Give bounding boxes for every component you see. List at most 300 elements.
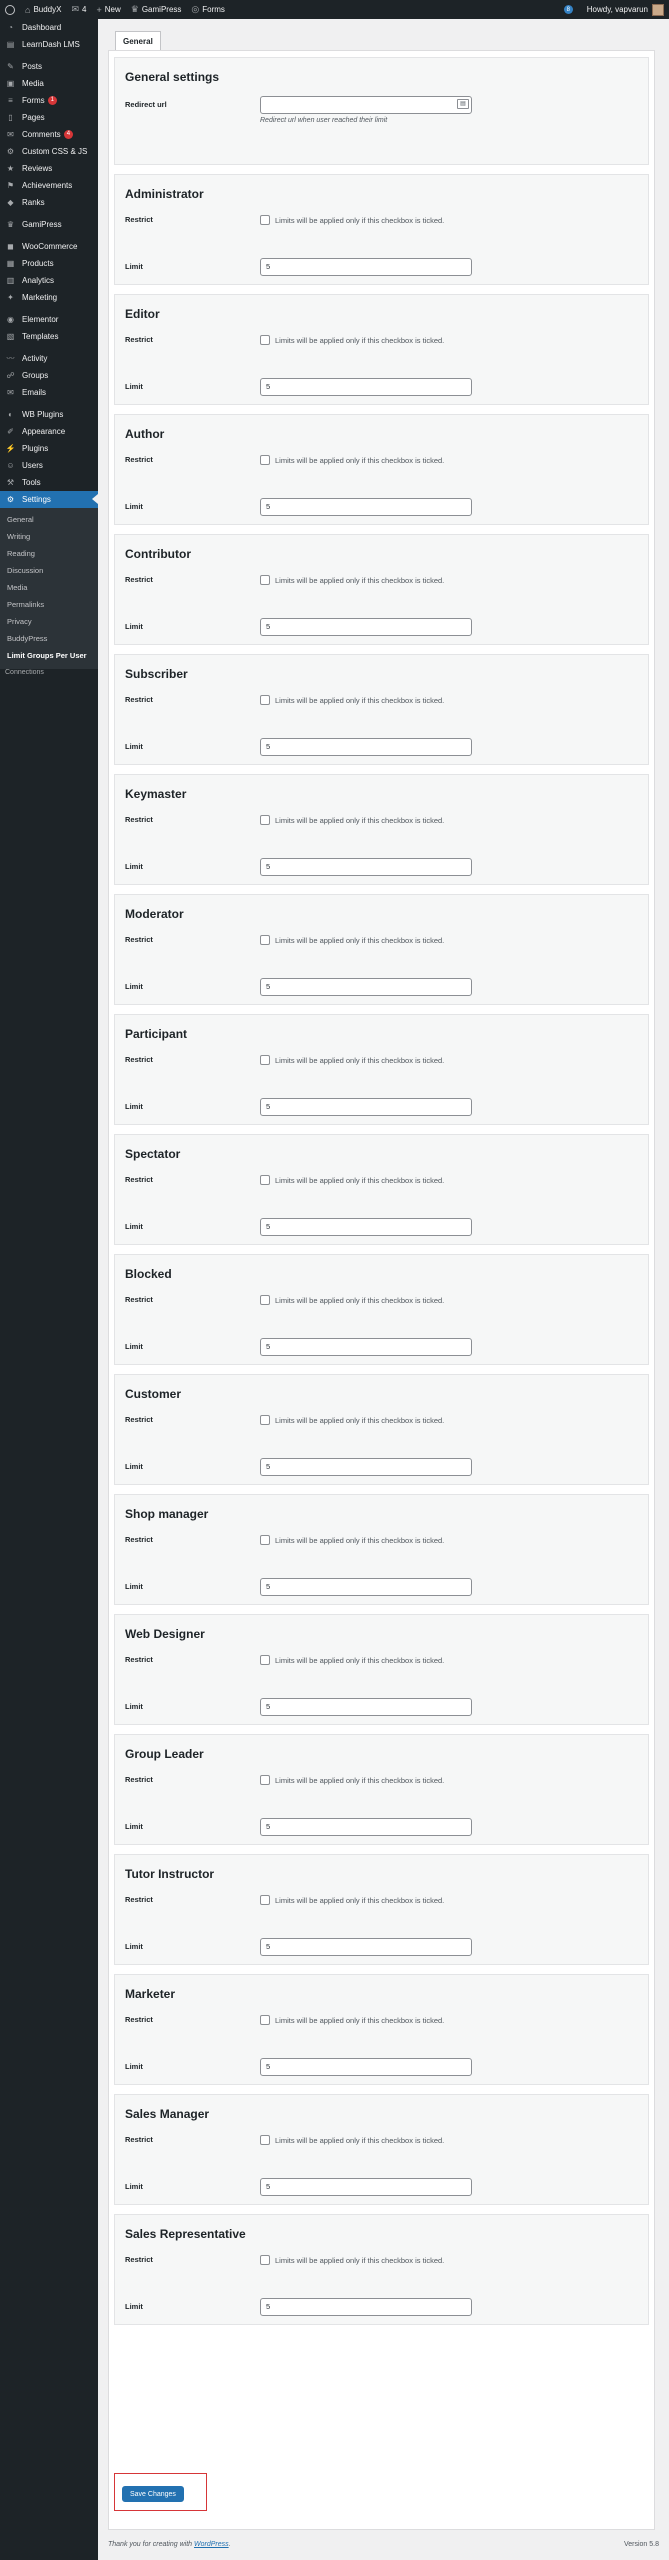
limit-row <box>125 249 638 284</box>
analytics-icon: ▥ <box>6 276 15 285</box>
role-title: Sales Representative <box>125 2227 246 2241</box>
pages-icon: ▯ <box>8 113 13 122</box>
role-title: Keymaster <box>125 787 187 801</box>
role-title: Group Leader <box>125 1747 204 1761</box>
restrict-checkbox-label: Limits will be applied only if this checkbox is ticked. <box>275 2015 445 2025</box>
restrict-label: Restrict <box>125 215 153 224</box>
my-account-link[interactable]: Howdy, vapvarun <box>582 0 669 19</box>
restrict-label: Restrict <box>125 1175 153 1184</box>
restrict-field <box>260 1295 638 1305</box>
role-title: Sales Manager <box>125 2107 210 2121</box>
comment-icon: ✉ <box>71 4 80 14</box>
sidebar-item-label: WooCommerce <box>22 242 78 251</box>
restrict-field <box>260 815 638 825</box>
restrict-label: Restrict <box>125 575 153 584</box>
users-icon: ☺ <box>6 461 15 470</box>
limit-field <box>260 1458 638 1476</box>
restrict-checkbox[interactable] <box>260 1895 270 1905</box>
limit-label: Limit <box>125 262 143 271</box>
role-section-participant <box>114 1014 649 1125</box>
limit-field <box>260 2058 638 2076</box>
limit-row <box>125 1809 638 1844</box>
limit-field <box>260 1938 638 1956</box>
emails-icon: ✉ <box>7 388 14 397</box>
submenu-item-discussion[interactable]: Discussion <box>7 566 44 575</box>
sidebar-item-custom-css-js[interactable] <box>0 143 98 160</box>
restrict-checkbox[interactable] <box>260 1175 270 1185</box>
role-section-marketer <box>114 1974 649 2085</box>
dashboard-icon: ◔ <box>8 23 13 32</box>
restrict-label: Restrict <box>125 335 153 344</box>
role-title: Subscriber <box>125 667 188 681</box>
templates-icon: ▧ <box>6 332 15 341</box>
restrict-label: Restrict <box>125 1415 153 1424</box>
code-icon: ⚙ <box>6 147 15 156</box>
restrict-row <box>125 333 638 369</box>
marketing-icon: ✦ <box>7 293 14 302</box>
groups-icon: ☍ <box>6 371 15 380</box>
sidebar-item-label: GamiPress <box>22 220 62 229</box>
redirect-url-description: Redirect url when user reached their limit <box>260 117 388 124</box>
limit-label: Limit <box>125 1942 143 1951</box>
restrict-checkbox[interactable] <box>260 2015 270 2025</box>
restrict-row <box>125 1893 638 1929</box>
role-title: Editor <box>125 307 160 321</box>
submenu-item-privacy[interactable]: Privacy <box>7 617 32 626</box>
tab-general[interactable]: General <box>115 31 161 51</box>
ranks-icon: ◆ <box>7 198 14 207</box>
woocommerce-icon: ◼ <box>7 242 14 251</box>
sidebar-item-marketing[interactable] <box>0 289 98 306</box>
sidebar-item-reviews[interactable] <box>0 160 98 177</box>
sidebar-item-label: Products <box>22 259 54 268</box>
restrict-field <box>260 215 638 225</box>
restrict-checkbox[interactable] <box>260 935 270 945</box>
restrict-row <box>125 1653 638 1689</box>
limit-row <box>125 1209 638 1244</box>
sidebar-item-woocommerce[interactable] <box>0 238 98 255</box>
sidebar-item-gamipress[interactable] <box>0 216 98 233</box>
tools-icon: ⚒ <box>6 478 15 487</box>
restrict-checkbox-label: Limits will be applied only if this checkbox is ticked. <box>275 215 445 225</box>
sidebar-item-label: LearnDash LMS <box>22 40 80 49</box>
role-section-web-designer <box>114 1614 649 1725</box>
restrict-label: Restrict <box>125 935 153 944</box>
submenu-item-permalinks[interactable]: Permalinks <box>7 600 45 609</box>
limit-field <box>260 738 638 756</box>
settings-submenu <box>0 508 98 669</box>
role-section-tutor-instructor <box>114 1854 649 1965</box>
sidebar-item-forms[interactable] <box>0 92 98 109</box>
role-title: Participant <box>125 1027 188 1041</box>
restrict-field <box>260 1655 638 1665</box>
role-title: Moderator <box>125 907 184 921</box>
restrict-checkbox[interactable] <box>260 215 270 225</box>
restrict-checkbox[interactable] <box>260 1415 270 1425</box>
count-badge: 1 <box>48 96 57 105</box>
limit-input[interactable] <box>260 2298 472 2316</box>
restrict-checkbox-label: Limits will be applied only if this checkbox is ticked. <box>275 335 445 345</box>
restrict-checkbox-label: Limits will be applied only if this checkbox is ticked. <box>275 1535 445 1545</box>
elementor-icon: ◉ <box>7 315 14 324</box>
limit-input[interactable] <box>260 1458 472 1476</box>
wp-logo-menu[interactable] <box>0 0 20 19</box>
site-name-link[interactable]: ⌂ BuddyX <box>25 4 62 15</box>
restrict-checkbox-label: Limits will be applied only if this checkbox is ticked. <box>275 455 445 465</box>
limit-input[interactable] <box>260 978 472 996</box>
redirect-url-row <box>125 96 638 164</box>
wordpress-link[interactable]: WordPress <box>194 2541 229 2548</box>
limit-field <box>260 1218 638 1236</box>
restrict-checkbox[interactable] <box>260 335 270 345</box>
restrict-checkbox[interactable] <box>260 1055 270 1065</box>
limit-input[interactable] <box>260 1098 472 1116</box>
role-section-keymaster <box>114 774 649 885</box>
submenu-item-media[interactable]: Media <box>7 583 28 592</box>
restrict-label: Restrict <box>125 815 153 824</box>
sidebar-item-label: Achievements <box>22 181 73 190</box>
restrict-row <box>125 1053 638 1089</box>
restrict-checkbox-label: Limits will be applied only if this checkbox is ticked. <box>275 695 445 705</box>
limit-label: Limit <box>125 622 143 631</box>
role-section-editor <box>114 294 649 405</box>
restrict-checkbox[interactable] <box>260 1535 270 1545</box>
restrict-field <box>260 2135 638 2145</box>
sidebar-item-pages[interactable] <box>0 109 98 126</box>
limit-label: Limit <box>125 1222 143 1231</box>
sidebar-item-media[interactable] <box>0 75 98 92</box>
sidebar-item-appearance[interactable] <box>0 423 98 440</box>
achievements-icon: ⚑ <box>6 181 15 190</box>
sidebar-item-label: Ranks <box>22 198 45 207</box>
restrict-field <box>260 455 638 465</box>
restrict-row <box>125 573 638 609</box>
sidebar-item-users[interactable] <box>0 457 98 474</box>
restrict-row <box>125 213 638 249</box>
restrict-field <box>260 1895 638 1905</box>
restrict-checkbox[interactable] <box>260 1775 270 1785</box>
restrict-checkbox[interactable] <box>260 1655 270 1665</box>
restrict-checkbox[interactable] <box>260 575 270 585</box>
sidebar-item-settings[interactable] <box>0 491 98 508</box>
save-changes-button[interactable]: Save Changes <box>122 2486 184 2502</box>
notifications-link[interactable] <box>559 0 582 19</box>
limit-label: Limit <box>125 742 143 751</box>
sidebar-item-emails[interactable] <box>0 384 98 401</box>
sidebar-item-label: Reviews <box>22 164 53 173</box>
restrict-field <box>260 935 638 945</box>
limit-field <box>260 2298 638 2316</box>
limit-field <box>260 1818 638 1836</box>
sidebar-item-analytics[interactable] <box>0 272 98 289</box>
role-title: Marketer <box>125 1987 176 2001</box>
footer-thanks: Thank you for creating with WordPress. <box>108 2541 231 2548</box>
role-section-customer <box>114 1374 649 1485</box>
role-title: Administrator <box>125 187 204 201</box>
restrict-checkbox-label: Limits will be applied only if this checkbox is ticked. <box>275 1655 445 1665</box>
sidebar-item-templates[interactable] <box>0 328 98 345</box>
role-section-subscriber <box>114 654 649 765</box>
sidebar-item-label: Emails <box>22 388 47 397</box>
restrict-checkbox[interactable] <box>260 2135 270 2145</box>
home-icon: ⌂ <box>25 4 31 15</box>
limit-row <box>125 2049 638 2084</box>
restrict-label: Restrict <box>125 1055 153 1064</box>
limit-row <box>125 1929 638 1964</box>
role-section-author <box>114 414 649 525</box>
role-section-spectator <box>114 1134 649 1245</box>
restrict-label: Restrict <box>125 1655 153 1664</box>
restrict-label: Restrict <box>125 2015 153 2024</box>
wordpress-logo-icon <box>5 5 15 15</box>
limit-label: Limit <box>125 982 143 991</box>
limit-input[interactable] <box>260 1938 472 1956</box>
restrict-row <box>125 453 638 489</box>
sidebar-item-label: Dashboard <box>22 23 62 32</box>
reviews-icon: ★ <box>6 164 15 173</box>
save-area <box>114 2473 207 2511</box>
limit-input[interactable] <box>260 258 472 276</box>
limit-input[interactable] <box>260 738 472 756</box>
sidebar-item-ranks[interactable] <box>0 194 98 211</box>
submenu-item-general[interactable]: General <box>7 515 34 524</box>
plugins-icon: ⚡ <box>5 444 16 453</box>
submenu-item-reading[interactable]: Reading <box>7 549 35 558</box>
media-icon: ▣ <box>6 79 15 88</box>
role-title: Spectator <box>125 1147 181 1161</box>
sidebar-item-label: Marketing <box>22 293 58 302</box>
limit-row <box>125 2289 638 2324</box>
sidebar-item-plugins[interactable] <box>0 440 98 457</box>
restrict-checkbox[interactable] <box>260 1295 270 1305</box>
restrict-label: Restrict <box>125 1895 153 1904</box>
limit-input[interactable] <box>260 1338 472 1356</box>
submenu-item-limit-groups-per-user[interactable]: Limit Groups Per User <box>7 651 87 660</box>
restrict-field <box>260 1175 638 1185</box>
limit-row <box>125 2169 638 2204</box>
restrict-field <box>260 2015 638 2025</box>
gamipress-icon: ♛ <box>6 220 15 229</box>
restrict-row <box>125 1773 638 1809</box>
limit-row <box>125 1449 638 1484</box>
restrict-checkbox[interactable] <box>260 455 270 465</box>
restrict-label: Restrict <box>125 1295 153 1304</box>
restrict-field <box>260 1535 638 1545</box>
restrict-row <box>125 813 638 849</box>
restrict-row <box>125 1293 638 1329</box>
forms-icon: ≡ <box>8 96 13 105</box>
section-title: General settings <box>125 70 220 84</box>
limit-row <box>125 1569 638 1604</box>
restrict-checkbox[interactable] <box>260 2255 270 2265</box>
restrict-checkbox-label: Limits will be applied only if this checkbox is ticked. <box>275 1415 445 1425</box>
limit-row <box>125 609 638 644</box>
limit-field <box>260 1698 638 1716</box>
notification-badge: 8 <box>564 5 573 14</box>
plus-icon: + <box>96 4 102 15</box>
sidebar-item-label: Settings <box>22 495 51 504</box>
sidebar-item-label: Plugins <box>22 444 49 453</box>
limit-input[interactable] <box>260 618 472 636</box>
restrict-field <box>260 1055 638 1065</box>
limit-input[interactable] <box>260 1578 472 1596</box>
activity-icon: 〰 <box>6 354 15 363</box>
role-title: Author <box>125 427 165 441</box>
limit-row <box>125 849 638 884</box>
sidebar-item-label: Tools <box>22 478 41 487</box>
role-title: Shop manager <box>125 1507 209 1521</box>
new-content-link[interactable]: + New <box>96 4 121 15</box>
sidebar-item-elementor[interactable] <box>0 311 98 328</box>
limit-row <box>125 729 638 764</box>
limit-label: Limit <box>125 1102 143 1111</box>
limit-field <box>260 2178 638 2196</box>
restrict-checkbox-label: Limits will be applied only if this checkbox is ticked. <box>275 935 445 945</box>
role-title: Blocked <box>125 1267 172 1281</box>
restrict-checkbox-label: Limits will be applied only if this checkbox is ticked. <box>275 1175 445 1185</box>
limit-field <box>260 1338 638 1356</box>
limit-label: Limit <box>125 2182 143 2191</box>
limit-label: Limit <box>125 862 143 871</box>
role-title: Web Designer <box>125 1627 205 1641</box>
sidebar-item-label: Elementor <box>22 315 59 324</box>
role-section-administrator <box>114 174 649 285</box>
restrict-field <box>260 335 638 345</box>
general-settings-section <box>114 57 649 165</box>
restrict-checkbox[interactable] <box>260 695 270 705</box>
limit-label: Limit <box>125 1582 143 1591</box>
restrict-label: Restrict <box>125 1775 153 1784</box>
submenu-item-writing[interactable]: Writing <box>7 532 31 541</box>
sidebar-item-learndash-lms[interactable] <box>0 36 98 53</box>
role-section-group-leader <box>114 1734 649 1845</box>
restrict-row <box>125 1413 638 1449</box>
role-section-sales-representative <box>114 2214 649 2325</box>
limit-input[interactable] <box>260 858 472 876</box>
limit-input[interactable] <box>260 498 472 516</box>
restrict-checkbox-label: Limits will be applied only if this checkbox is ticked. <box>275 2135 445 2145</box>
admin-bar <box>0 0 669 19</box>
limit-input[interactable] <box>260 1818 472 1836</box>
sidebar-item-products[interactable] <box>0 255 98 272</box>
role-title: Tutor Instructor <box>125 1867 215 1881</box>
limit-field <box>260 1578 638 1596</box>
restrict-label: Restrict <box>125 2135 153 2144</box>
restrict-field <box>260 1415 638 1425</box>
restrict-checkbox[interactable] <box>260 815 270 825</box>
forms-icon: ◎ <box>191 4 200 14</box>
sidebar-item-wb-plugins[interactable] <box>0 406 98 423</box>
role-title: Contributor <box>125 547 191 561</box>
pin-icon: ✎ <box>7 62 14 71</box>
limit-field <box>260 858 638 876</box>
gamipress-link[interactable]: ♛ GamiPress <box>130 4 182 14</box>
sidebar-item-tools[interactable] <box>0 474 98 491</box>
restrict-row <box>125 2013 638 2049</box>
sidebar-item-achievements[interactable] <box>0 177 98 194</box>
sidebar-item-label: Forms <box>22 96 45 105</box>
settings-panel <box>108 50 655 2530</box>
settings-icon: ⚙ <box>6 495 15 504</box>
restrict-checkbox-label: Limits will be applied only if this checkbox is ticked. <box>275 575 445 585</box>
limit-label: Limit <box>125 502 143 511</box>
redirect-url-input[interactable] <box>260 96 472 114</box>
restrict-field <box>260 695 638 705</box>
limit-label: Limit <box>125 1822 143 1831</box>
restrict-label: Restrict <box>125 1535 153 1544</box>
limit-label: Limit <box>125 2062 143 2071</box>
restrict-checkbox-label: Limits will be applied only if this checkbox is ticked. <box>275 815 445 825</box>
restrict-row <box>125 1533 638 1569</box>
limit-input[interactable] <box>260 2178 472 2196</box>
comments-link[interactable]: ✉ 4 <box>71 4 87 14</box>
sidebar-item-label: Custom CSS & JS <box>22 147 88 156</box>
sidebar-item-label: Analytics <box>22 276 55 285</box>
limit-row <box>125 369 638 404</box>
sidebar-item-dashboard[interactable] <box>0 19 98 36</box>
sidebar-item-label: Comments <box>22 130 61 139</box>
restrict-checkbox-label: Limits will be applied only if this checkbox is ticked. <box>275 1295 445 1305</box>
limit-row <box>125 1689 638 1724</box>
forms-link[interactable]: ◎ Forms <box>191 4 225 14</box>
limit-row <box>125 1329 638 1364</box>
appearance-icon: ✐ <box>7 427 14 436</box>
link-picker-icon[interactable]: ▤ <box>457 99 469 109</box>
sidebar-item-label: Activity <box>22 354 48 363</box>
sidebar-item-label: Media <box>22 79 44 88</box>
sidebar-item-activity[interactable] <box>0 350 98 367</box>
sidebar-item-label: Pages <box>22 113 45 122</box>
sidebar-item-label: Groups <box>22 371 49 380</box>
role-section-moderator <box>114 894 649 1005</box>
submenu-item-buddypress[interactable]: BuddyPress <box>7 634 48 643</box>
limit-field <box>260 258 638 276</box>
limit-input[interactable] <box>260 1218 472 1236</box>
restrict-checkbox-label: Limits will be applied only if this checkbox is ticked. <box>275 1895 445 1905</box>
limit-input[interactable] <box>260 2058 472 2076</box>
limit-label: Limit <box>125 1342 143 1351</box>
sidebar-item-label: Users <box>22 461 43 470</box>
limit-input[interactable] <box>260 1698 472 1716</box>
role-title: Customer <box>125 1387 182 1401</box>
restrict-row <box>125 1173 638 1209</box>
limit-label: Limit <box>125 382 143 391</box>
sidebar-item-groups[interactable] <box>0 367 98 384</box>
restrict-row <box>125 933 638 969</box>
admin-sidebar <box>0 19 98 2560</box>
sidebar-item-label: Posts <box>22 62 43 71</box>
sidebar-item-label: Templates <box>22 332 59 341</box>
restrict-field <box>260 2255 638 2265</box>
limit-input[interactable] <box>260 378 472 396</box>
count-badge: 4 <box>64 130 73 139</box>
learndash-icon: ▤ <box>6 40 15 49</box>
redirect-url-label: Redirect url <box>125 100 167 109</box>
sidebar-item-label: WB Plugins <box>22 410 64 419</box>
sidebar-item-cut[interactable]: Connections <box>5 669 44 676</box>
role-section-blocked <box>114 1254 649 1365</box>
sidebar-item-label: Appearance <box>22 427 66 436</box>
sidebar-item-posts[interactable] <box>0 58 98 75</box>
limit-field <box>260 618 638 636</box>
restrict-checkbox-label: Limits will be applied only if this checkbox is ticked. <box>275 1055 445 1065</box>
limit-field <box>260 498 638 516</box>
restrict-field <box>260 575 638 585</box>
limit-row <box>125 489 638 524</box>
role-sections <box>114 174 649 2325</box>
limit-label: Limit <box>125 1702 143 1711</box>
sidebar-item-comments[interactable] <box>0 126 98 143</box>
